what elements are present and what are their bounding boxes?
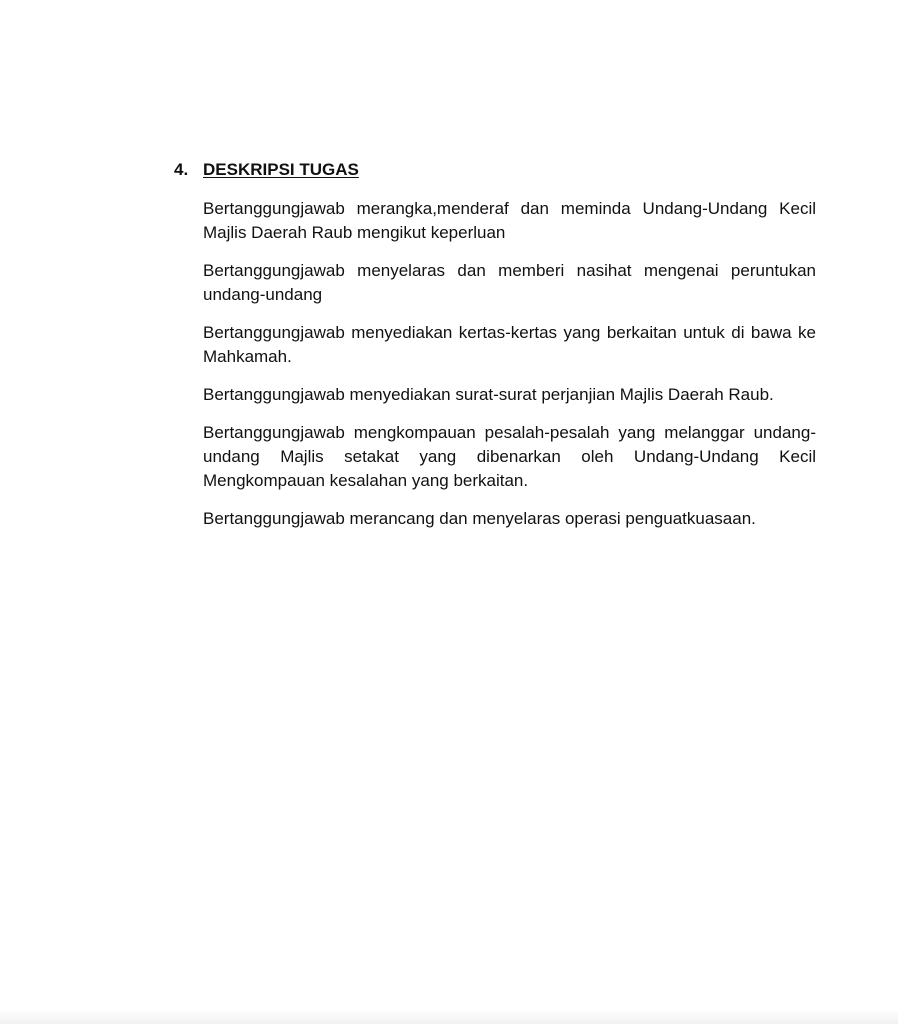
duty-item: Bertanggungjawab merangka,menderaf dan meminda Undang-Undang Kecil Majlis Daerah Raub mengikut keperluan: [203, 199, 816, 242]
section-title: DESKRIPSI TUGAS: [203, 160, 359, 179]
page-bottom-edge: [0, 1010, 898, 1024]
duty-item: Bertanggungjawab menyelaras dan memberi nasihat mengenai peruntukan undang-undang: [203, 261, 816, 304]
section-number: 4.: [174, 160, 189, 179]
duty-item: Bertanggungjawab merancang dan menyelaras operasi penguatkuasaan.: [203, 509, 756, 528]
duty-item: Bertanggungjawab mengkompauan pesalah-pesalah yang melanggar undang-undang Majlis setakat yang dibenarkan oleh Undang-Undang Kecil Mengkompauan kesalahan yang berkaitan.: [203, 423, 816, 490]
duty-item: Bertanggungjawab menyediakan kertas-kertas yang berkaitan untuk di bawa ke Mahkamah.: [203, 323, 816, 366]
duty-list: [203, 197, 816, 545]
duty-item: Bertanggungjawab menyediakan surat-surat perjanjian Majlis Daerah Raub.: [203, 385, 774, 404]
section-heading: [174, 159, 359, 181]
